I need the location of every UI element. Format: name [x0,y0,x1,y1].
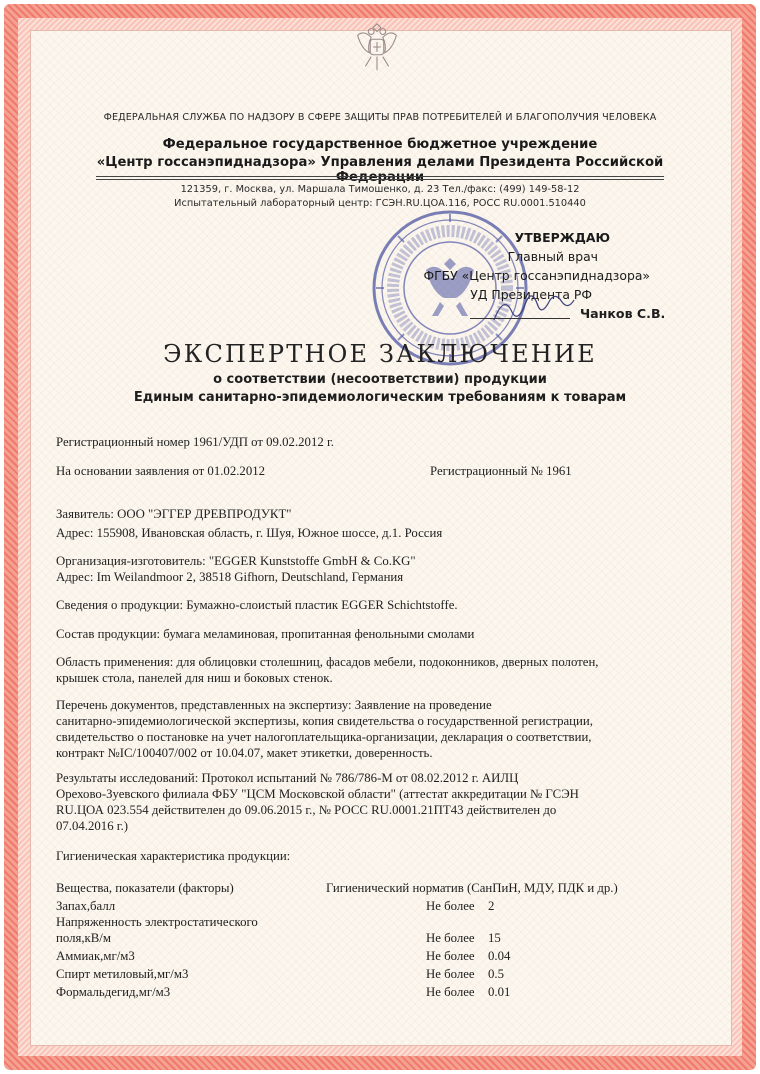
document-subtitle: Единым санитарно-эпидемиологическим требованиям к товарам [133,390,627,405]
handwritten-signature [488,290,578,330]
column-norm: Гигиенический норматив (СанПиН, МДУ, ПДК и др.) [326,881,618,895]
applicant-name: Заявитель: ООО "ЭГГЕР ДРЕВПРОДУКТ" [56,507,292,521]
approval-organization: ФГБУ «Центр госсанэпиднадзора» [423,268,650,283]
substance-name: Аммиак,мг/м3 [56,949,135,963]
signer-name: Чанков С.В. [580,306,666,321]
substance-name-cont: поля,кВ/м [56,931,111,945]
hygiene-heading: Гигиеническая характеристика продукции: [56,849,291,863]
documents-list: свидетельство о постановке на учет налогоплательщика-организации, декларация о соответствии, [56,730,592,744]
institution-name-line1: Федеральное государственное бюджетное учреждение [162,137,598,152]
agency-name: ФЕДЕРАЛЬНАЯ СЛУЖБА ПО НАДЗОРУ В СФЕРЕ ЗАЩИТЫ ПРАВ ПОТРЕБИТЕЛЕЙ И БЛАГОПОЛУЧИЯ ЧЕЛОВЕКА [103,112,657,123]
header-divider [96,179,664,180]
coat-of-arms-emblem [348,18,406,76]
manufacturer-name: Организация-изготовитель: "EGGER Kunststoffe GmbH & Co.KG" [56,554,416,568]
lab-accreditation: Испытательный лабораторный центр: ГСЭН.RU.ЦОА.116, РОСС RU.0001.510440 [174,198,586,209]
signature-line [470,318,570,319]
documents-list: санитарно-эпидемиологической экспертизы, копия свидетельства о государственной регистрации, [56,714,593,728]
approval-heading: УТВЕРЖДАЮ [514,230,610,245]
documents-list: контракт №IC/100407/002 от 10.04.07, макет этикетки, доверенность. [56,746,433,760]
product-application: Область применения: для облицовки столешниц, фасадов мебели, подоконников, дверных полотен, [56,655,599,669]
norm-value: 15 [488,931,501,945]
norm-value: 2 [488,899,495,913]
approval-position: Главный врач [507,249,598,264]
norm-prefix: Не более [426,899,475,913]
substance-name: Спирт метиловый,мг/м3 [56,967,189,981]
norm-prefix: Не более [426,931,475,945]
manufacturer-address: Адрес: Im Weilandmoor 2, 38518 Gifhorn, Deutschland, Германия [56,570,404,584]
substance-name: Запах,балл [56,899,116,913]
document-title: ЭКСПЕРТНОЕ ЗАКЛЮЧЕНИЕ [163,340,597,368]
substance-name: Напряженность электростатического [56,915,258,929]
research-results: 07.04.2016 г.) [56,819,129,833]
norm-value: 0.04 [488,949,511,963]
documents-list: Перечень документов, представленных на экспертизу: Заявление на проведение [56,698,492,712]
norm-prefix: Не более [426,985,475,999]
column-substance: Вещества, показатели (факторы) [56,881,234,895]
research-results: RU.ЦОА 023.554 действителен до 09.06.2015 г., № РОСС RU.0001.21ПТ43 действителен до [56,803,557,817]
applicant-address: Адрес: 155908, Ивановская область, г. Шуя, Южное шоссе, д.1. Россия [56,526,443,540]
research-results: Орехово-Зуевского филиала ФБУ "ЦСМ Московской области" (аттестат аккредитации № ГСЭН [56,787,579,801]
norm-prefix: Не более [426,967,475,981]
institution-name-line2: «Центр госсанэпиднадзора» Управления делами Президента Российской Федерации [96,155,664,185]
research-results: Результаты исследований: Протокол испытаний № 786/786-М от 08.02.2012 г. АИЛЦ [56,771,519,785]
product-composition: Состав продукции: бумага меламиновая, пропитанная фенольными смолами [56,627,475,641]
document-subtitle: о соответствии (несоответствии) продукции [213,372,547,387]
header-divider [96,176,664,177]
product-info: Сведения о продукции: Бумажно-слоистый пластик EGGER Schichtstoffe. [56,598,458,612]
application-basis: На основании заявления от 01.02.2012 [56,464,266,478]
approval-department: УД Президента РФ [470,287,592,302]
norm-value: 0.01 [488,985,511,999]
substance-name: Формальдегид,мг/м3 [56,985,171,999]
product-application: крышек стола, панелей для ниш и боковых стенок. [56,671,333,685]
registration-number: Регистрационный номер 1961/УДП от 09.02.2012 г. [56,435,334,449]
institution-address: 121359, г. Москва, ул. Маршала Тимошенко, д. 23 Тел./факс: (499) 149-58-12 [180,184,580,195]
registration-no: Регистрационный № 1961 [430,464,572,478]
norm-prefix: Не более [426,949,475,963]
norm-value: 0.5 [488,967,504,981]
